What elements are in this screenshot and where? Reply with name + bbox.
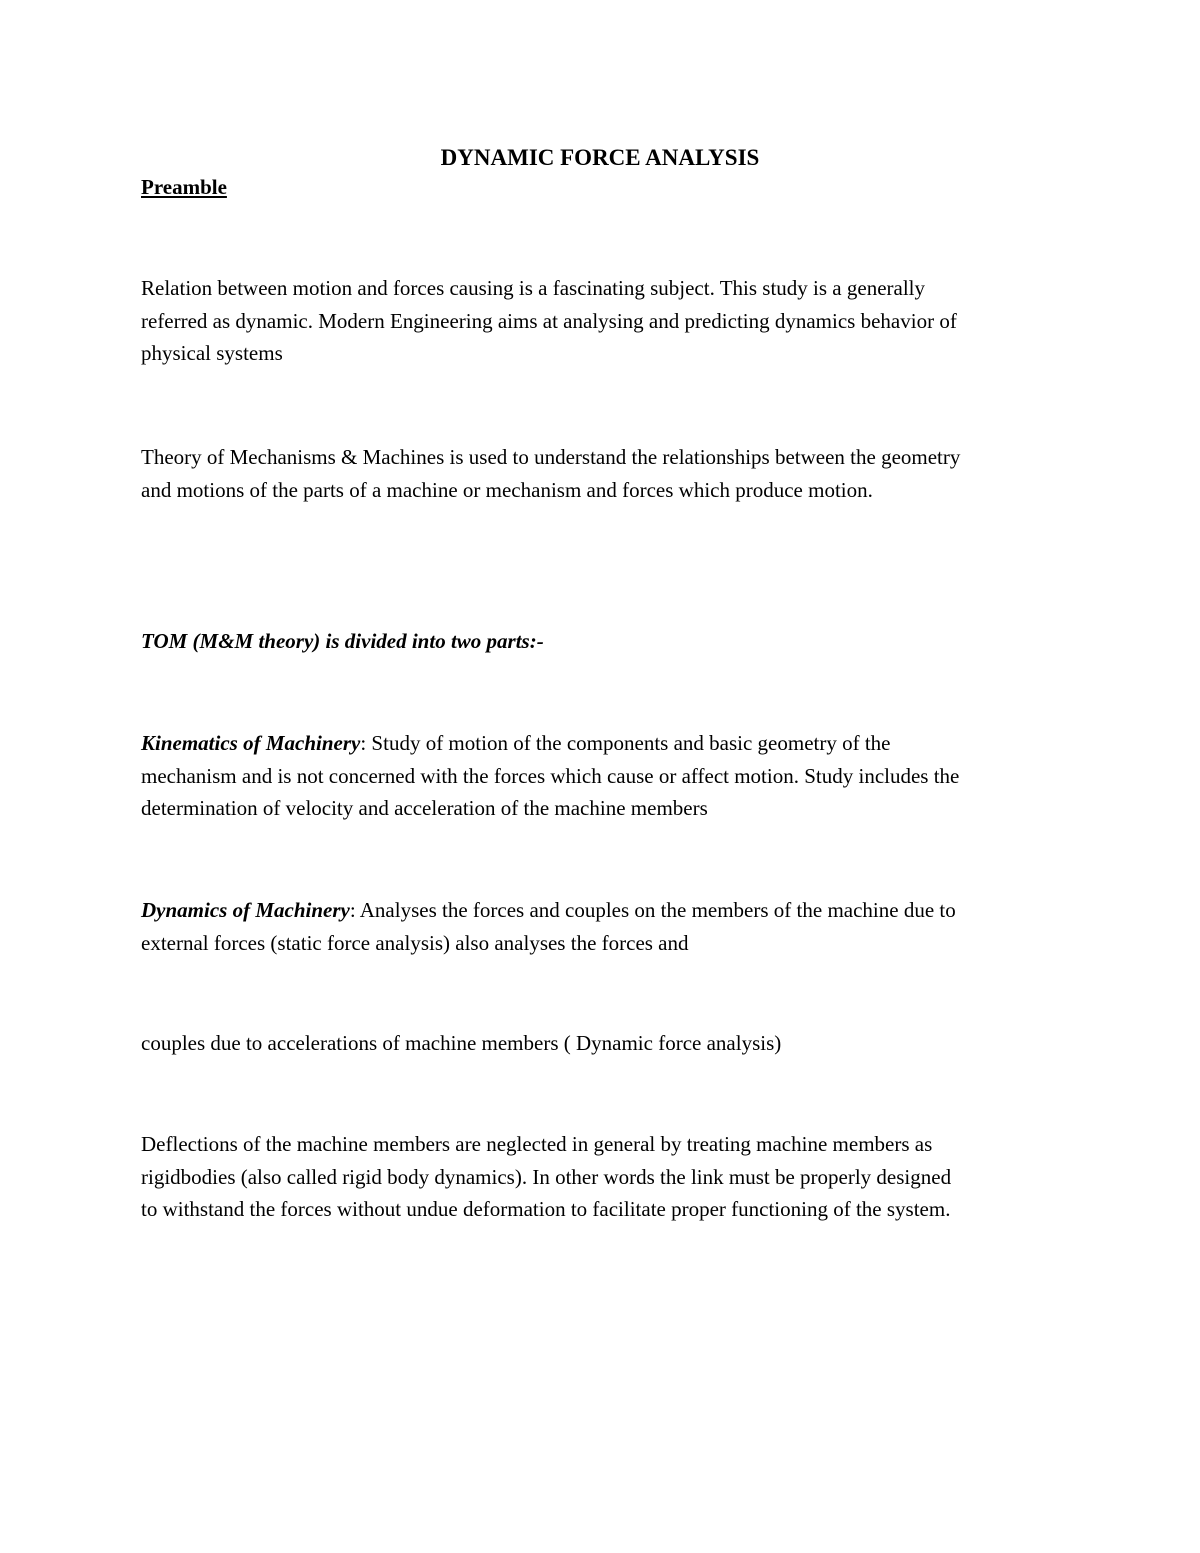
paragraph-line <box>141 727 1071 760</box>
paragraph-kinematics <box>141 727 1071 825</box>
paragraph-line: referred as dynamic. Modern Engineering aims at analysing and predicting dynamics behavior of <box>141 308 957 333</box>
paragraph-couples: couples due to accelerations of machine members ( Dynamic force analysis) <box>141 1031 782 1055</box>
definition-text: : Analyses the forces and couples on the members of the machine due to <box>349 898 956 922</box>
paragraph-line: external forces (static force analysis) also analyses the forces and <box>141 930 689 955</box>
paragraph-line: and motions of the parts of a machine or mechanism and forces which produce motion. <box>141 477 873 502</box>
paragraph-tom-parts: TOM (M&M theory) is divided into two parts:- <box>141 629 544 653</box>
paragraph-dynamics <box>141 894 1071 959</box>
section-heading-preamble: Preamble <box>141 175 227 199</box>
paragraph-deflections <box>141 1128 1071 1226</box>
paragraph-line: mechanism and is not concerned with the forces which cause or affect motion. Study includes the <box>141 763 960 788</box>
document-title: DYNAMIC FORCE ANALYSIS <box>440 145 760 170</box>
paragraph-line: rigidbodies (also called rigid body dynamics). In other words the link must be properly designed <box>141 1164 952 1189</box>
paragraph-line: Deflections of the machine members are neglected in general by treating machine members as <box>141 1132 933 1156</box>
term-dynamics: Dynamics of Machinery <box>141 898 350 922</box>
paragraph-line: physical systems <box>141 341 283 365</box>
paragraph-line: determination of velocity and acceleration of the machine members <box>141 796 708 820</box>
paragraph-line: Relation between motion and forces causing is a fascinating subject. This study is a generally <box>141 276 925 300</box>
definition-text: : Study of motion of the components and basic geometry of the <box>360 731 891 755</box>
term-kinematics: Kinematics of Machinery <box>141 731 361 755</box>
paragraph-line: to withstand the forces without undue deformation to facilitate proper functioning of the system. <box>141 1197 951 1221</box>
paragraph-line <box>141 894 1071 927</box>
paragraph-theory <box>141 441 1071 506</box>
paragraph-line: Theory of Mechanisms & Machines is used to understand the relationships between the geometry <box>141 445 961 469</box>
paragraph-relation <box>141 272 1071 370</box>
